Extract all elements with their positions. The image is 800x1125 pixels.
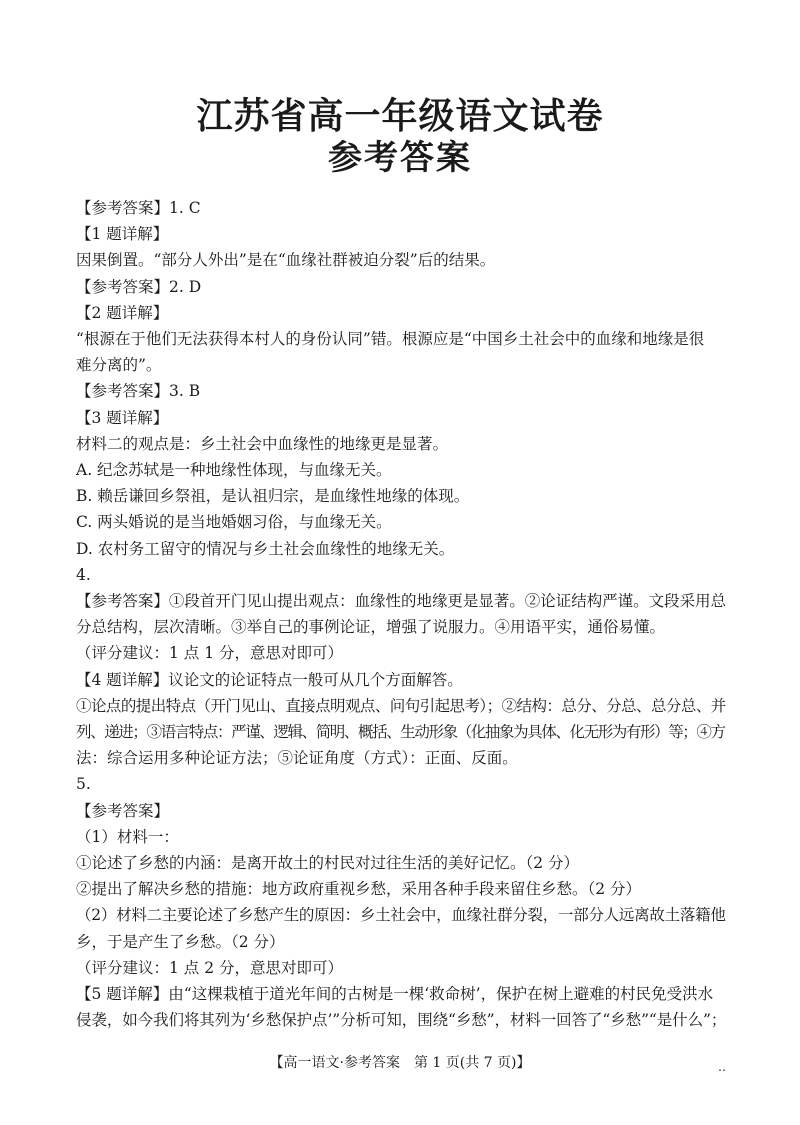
text-line: D. 农村务工留守的情况与乡土社会血缘性的地缘无关。 <box>76 539 455 558</box>
text-line: 法：综合运用多种论证方法；⑤论证角度（方式）：正面、反面。 <box>76 749 518 768</box>
text-line: 【2 题详解】 <box>76 303 169 322</box>
text-line: 5. <box>76 775 91 794</box>
footer-mark: ‥ <box>718 1060 727 1074</box>
text-line: ①论点的提出特点（开门见山、直接点明观点、问句引起思考）；②结构：总分、分总、总分总、并 <box>76 696 726 715</box>
text-line: 乡，于是产生了乡愁。（2 分） <box>76 932 285 951</box>
text-line: 材料二的观点是：乡土社会中血缘性的地缘更是显著。 <box>76 434 449 453</box>
text-line: 因果倒置。“部分人外出”是在“血缘社群被迫分裂”后的结果。 <box>76 251 496 270</box>
text-line: （2）材料二主要论述了乡愁产生的原因：乡土社会中，血缘社群分裂，一部分人远离故土落籍他 <box>76 906 726 925</box>
text-line: A. 纪念苏轼是一种地缘性体现，与血缘无关。 <box>76 461 392 480</box>
page-footer: 【高一语文·参考答案 第 1 页(共 7 页)】 <box>269 1055 531 1071</box>
text-line: 【参考答案】1. C <box>76 199 201 217</box>
text-line: C. 两头婚说的是当地婚姻习俗，与血缘无关。 <box>76 513 392 532</box>
text-line: 【1 题详解】 <box>76 225 169 244</box>
text-line: 4. <box>76 565 91 584</box>
text-line: ①论述了乡愁的内涵：是离开故土的村民对过往生活的美好记忆。（2 分） <box>76 854 580 873</box>
text-line: 【4 题详解】议论文的论证特点一般可从几个方面解答。 <box>76 670 463 689</box>
text-line: 【5 题详解】由“这棵栽植于道光年间的古树是一棵‘救命树’，保护在树上避难的村民免受洪水 <box>76 985 714 1004</box>
text-line: ②提出了解决乡愁的措施：地方政府重视乡愁，采用各种手段来留住乡愁。（2 分） <box>76 880 642 899</box>
text-line: 分总结构，层次清晰。③举自己的事例论证，增强了说服力。④用语平实，通俗易懂。 <box>76 618 666 637</box>
text-line: 列、递进；③语言特点：严谨、逻辑、简明、概括、生动形象（化抽象为具体、化无形为有形）等；④方 <box>76 723 725 742</box>
text-line: 【参考答案】3. B <box>76 382 201 401</box>
document-title: 江苏省高一年级语文试卷 <box>196 96 604 137</box>
text-line: （评分建议：1 点 2 分，意思对即可） <box>76 958 344 977</box>
text-line: 【参考答案】 <box>76 801 170 820</box>
text-line: B. 赖岳谦回乡祭祖，是认祖归宗，是血缘性地缘的体现。 <box>76 487 470 506</box>
text-line: 【参考答案】①段首开门见山提出观点：血缘性的地缘更是显著。②论证结构严谨。文段采用总 <box>76 592 726 611</box>
answer-body <box>76 195 726 1034</box>
text-line: （评分建议：1 点 1 分，意思对即可） <box>76 644 344 663</box>
text-line: 【参考答案】2. D <box>76 277 202 296</box>
document-subtitle: 参考答案 <box>328 138 472 178</box>
text-line: 侵袭，如今我们将其列为‘乡愁保护点’”分析可知，围绕“乡愁”，材料一回答了“乡愁”“是什么”； <box>76 1011 727 1030</box>
text-line: “根源在于他们无法获得本村人的身份认同”错。根源应是“中国乡土社会中的血缘和地缘是很 <box>76 330 705 349</box>
text-line: 难分离的”。 <box>76 356 162 375</box>
text-line: 【3 题详解】 <box>76 408 169 427</box>
text-line: （1）材料一： <box>76 827 179 846</box>
